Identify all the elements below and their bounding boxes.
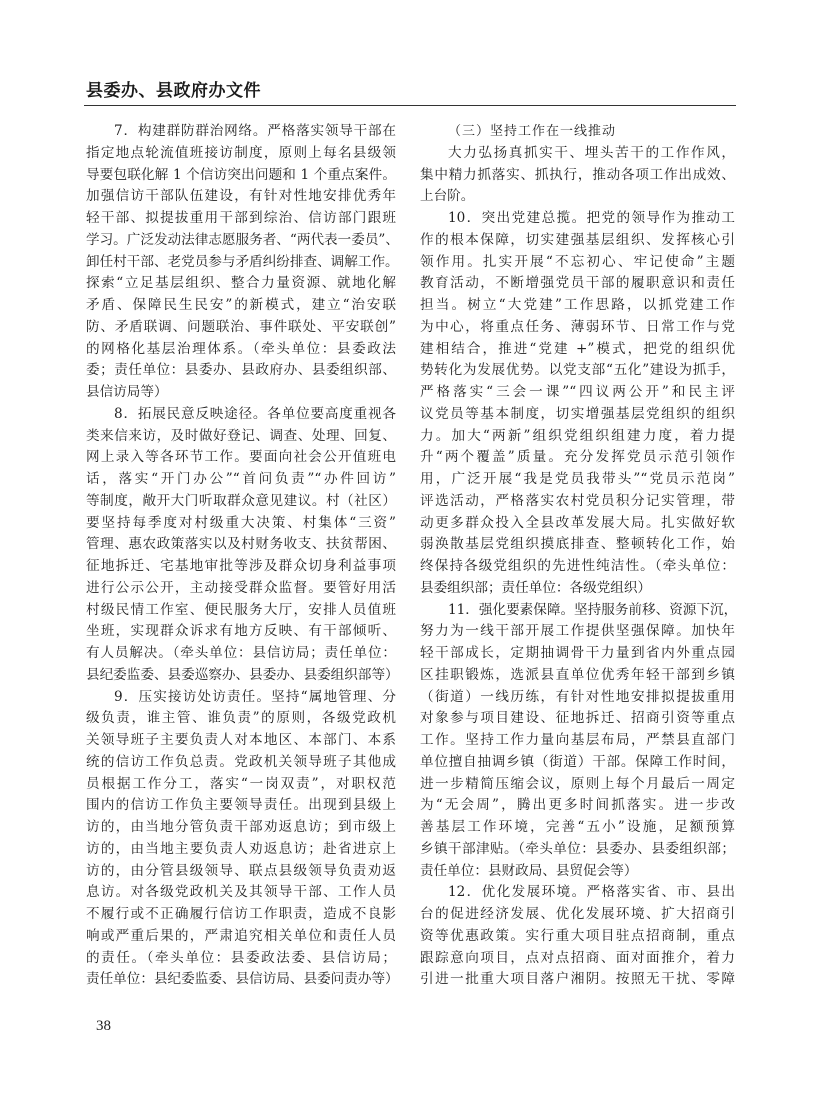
text-line: 单位擅自抽调乡镇（街道）干部。保障工作时间， [420,753,735,770]
text-line: 学习。广泛发动法律志愿服务者、“两代表一委员”、 [86,231,399,248]
text-line: 统的信访工作负总责。党政机关领导班子其他成 [86,753,396,770]
text-line: 7．构建群防群治网络。严格落实领导干部在 [114,123,396,139]
text-line: 乡镇干部津贴。（牵头单位：县委办、县委组织部； [420,840,735,857]
paragraph [420,208,735,600]
text-line: 级负责，谁主管、谁负责”的原则，各级党政机 [86,710,396,727]
paragraph [420,882,735,991]
text-line: 县信访局等） [86,384,168,400]
text-line: 指定地点轮流值班接访制度，原则上每名县级领 [86,144,396,161]
text-line: （街道）一线历练，有针对性地安排拟提拔重用 [420,688,735,705]
text-line: 教育活动，不断增强党员干部的履职意识和责任 [420,275,735,292]
text-line: 11．强化要素保障。坚持服务前移、资源下沉， [448,601,738,618]
text-line: 议党员等基本制度，切实增强基层党组织的组织 [420,405,735,422]
text-line: 不履行或不正确履行信访工作职责，造成不良影 [86,906,396,922]
text-line: 类来信来访，及时做好登记、调查、处理、回复、 [86,427,396,444]
text-line: 弱涣散基层党组织摸底排查、整顿转化工作，始 [420,536,735,553]
text-line: 加强信访干部队伍建设，有针对性地安排优秀年 [86,188,396,205]
text-line: 要坚持每季度对村级重大决策、村集体“三资” [86,514,396,531]
text-line: 围内的信访工作负主要领导责任。出现到县级上 [86,797,396,814]
text-line: 的网格化基层治理体系。（牵头单位：县委政法 [86,340,396,357]
text-line: 的责任。（牵头单位：县委政法委、县信访局； [86,949,396,966]
text-line: 话，落实“开门办公”“首问负责”“办件回访” [86,471,396,487]
running-header-title: 县委办、县政府办文件 [86,81,261,101]
text-line: 县委组织部；责任单位：各级党组织） [420,579,652,596]
text-line: 资等优惠政策。实行重大项目驻点招商制，重点 [420,927,735,944]
paragraph [420,600,738,883]
text-line: 村级民情工作室、便民服务大厅，安排人员值班 [86,601,396,618]
text-line: 领作用。扎实开展“不忘初心、牢记使命”主题 [420,253,735,270]
text-line: 探索“立足基层组织、整合力量资源、就地化解 [86,275,396,292]
text-line: 作的根本保障，切实建强基层组织、发挥核心引 [420,231,735,248]
text-line: 责任单位：县财政局、县贸促会等） [420,862,638,879]
text-line: 矛盾、保障民生民安”的新模式，建立“治安联 [86,297,396,313]
paragraph [86,404,399,687]
text-line: 严格落实“三会一课”“四议两公开”和民主评 [420,384,735,400]
text-line: 工作。坚持工作力量向基层布局，严禁县直部门 [420,732,735,748]
text-line: 卸任村干部、老党员参与矛盾纠纷排查、调解工作。 [86,253,399,270]
text-line: 9．压实接访处访责任。坚持“属地管理、分 [114,688,396,705]
text-line: 响或严重后果的，严肃追究相关单位和责任人员 [86,927,396,944]
text-line: 轻干部成长，定期抽调骨干力量到省内外重点园 [420,645,735,661]
text-line: 动更多群众投入全县改革发展大局。扎实做好软 [420,514,735,531]
text-line: 12．优化发展环境。严格落实省、市、县出 [448,884,735,901]
text-line: 网上录入等各环节工作。要面向社会公开值班电 [86,449,396,466]
text-line: 用，广泛开展“我是党员我带头”“党员示范岗” [420,471,735,487]
text-line: 关领导班子主要负责人对本地区、本部门、本系 [86,732,396,748]
text-line: 员根据工作分工，落实“一岗双责”，对职权范 [86,775,396,792]
text-line: 进一步精简压缩会议，原则上每个月最后一周定 [420,775,735,792]
text-line: 防、矛盾联调、问题联治、事件联处、平安联创” [86,318,396,335]
text-line: 县纪委监委、县委巡察办、县委办、县委组织部等） [86,666,399,683]
paragraph [420,143,735,208]
text-line: 10．突出党建总揽。把党的领导作为推动工 [448,210,735,226]
text-line: 终保持各级党组织的先进性纯洁性。（牵头单位： [420,558,735,574]
text-line: 息访。对各级党政机关及其领导干部、工作人员 [86,884,396,901]
text-line: 责任单位：县纪委监委、县信访局、县委问责办等） [86,971,399,988]
text-line: 管理、惠农政策落实以及村财务收支、扶贫帮困、 [86,536,396,553]
text-line: 访的，由分管县级领导、联点县级领导负责劝返 [86,862,396,879]
text-line: 上台阶。 [420,188,475,205]
text-line: 8．拓展民意反映途径。各单位要高度重视各 [114,405,396,422]
text-line: 大力弘扬真抓实干、埋头苦干的工作作风， [448,144,735,161]
text-line: 区挂职锻炼，选派县直单位优秀年轻干部到乡镇 [420,666,735,683]
text-line: 轻干部、拟提拔重用干部到综治、信访部门跟班 [86,210,396,226]
text-line: 担当。树立“大党建”工作思路，以抓党建工作 [420,297,735,313]
header-divider [84,105,736,106]
text-line: 为中心，将重点任务、薄弱环节、日常工作与党 [420,318,735,335]
text-line: 建相结合，推进“党建 +”模式，把党的组织优 [420,340,735,357]
text-line: 进行公示公开，主动接受群众监督。要管好用活 [86,579,396,596]
text-line: 导要包联化解 1 个信访突出问题和 1 个重点案件。 [86,166,396,183]
text-line: 征地拆迁、宅基地审批等涉及群众切身利益事项 [86,558,396,574]
paragraph [86,687,399,992]
section-heading [420,121,735,143]
left-column [86,121,399,991]
text-line: 访的，由当地分管负责干部劝返息访；到市级上 [86,819,396,835]
text-line: 善基层工作环境，完善“五小”设施，足额预算 [420,819,735,835]
paragraph [86,121,399,404]
page-number: 38 [96,1018,111,1034]
right-column [420,121,738,991]
text-line: 为“无会周”，腾出更多时间抓落实。进一步改 [420,797,735,814]
text-line: 升“两个覆盖”质量。充分发挥党员示范引领作 [420,449,735,466]
text-line: 访的，由当地主要负责人劝返息访；赴省进京上 [86,840,396,857]
text-line: 等制度，敞开大门听取群众意见建议。村（社区） [86,492,396,509]
text-line: 跟踪意向项目，点对点招商、面对面推介，着力 [420,949,735,966]
text-line: 委；责任单位：县委办、县政府办、县委组织部、 [86,362,396,379]
text-line: 力。加大“两新”组织党组织组建力度，着力提 [420,427,735,444]
text-line: 对象参与项目建设、征地拆迁、招商引资等重点 [420,710,735,727]
text-line: 坐班，实现群众诉求有地方反映、有干部倾听、 [86,623,396,640]
text-line: 集中精力抓落实、抓执行，推动各项工作出成效、 [420,166,735,183]
text-line: 评选活动，严格落实农村党员积分记实管理，带 [420,492,735,509]
text-line: 台的促进经济发展、优化发展环境、扩大招商引 [420,906,735,922]
text-line: 势转化为发展优势。以党支部“五化”建设为抓手， [420,362,735,379]
text-line: 有人员解决。（牵头单位：县信访局；责任单位： [86,645,396,661]
text-line: （三）坚持工作在一线推动 [448,124,617,139]
text-line: 引进一批重大项目落户湘阴。按照无干扰、零障 [420,971,735,988]
text-line: 努力为一线干部开展工作提供坚强保障。加快年 [420,623,735,640]
